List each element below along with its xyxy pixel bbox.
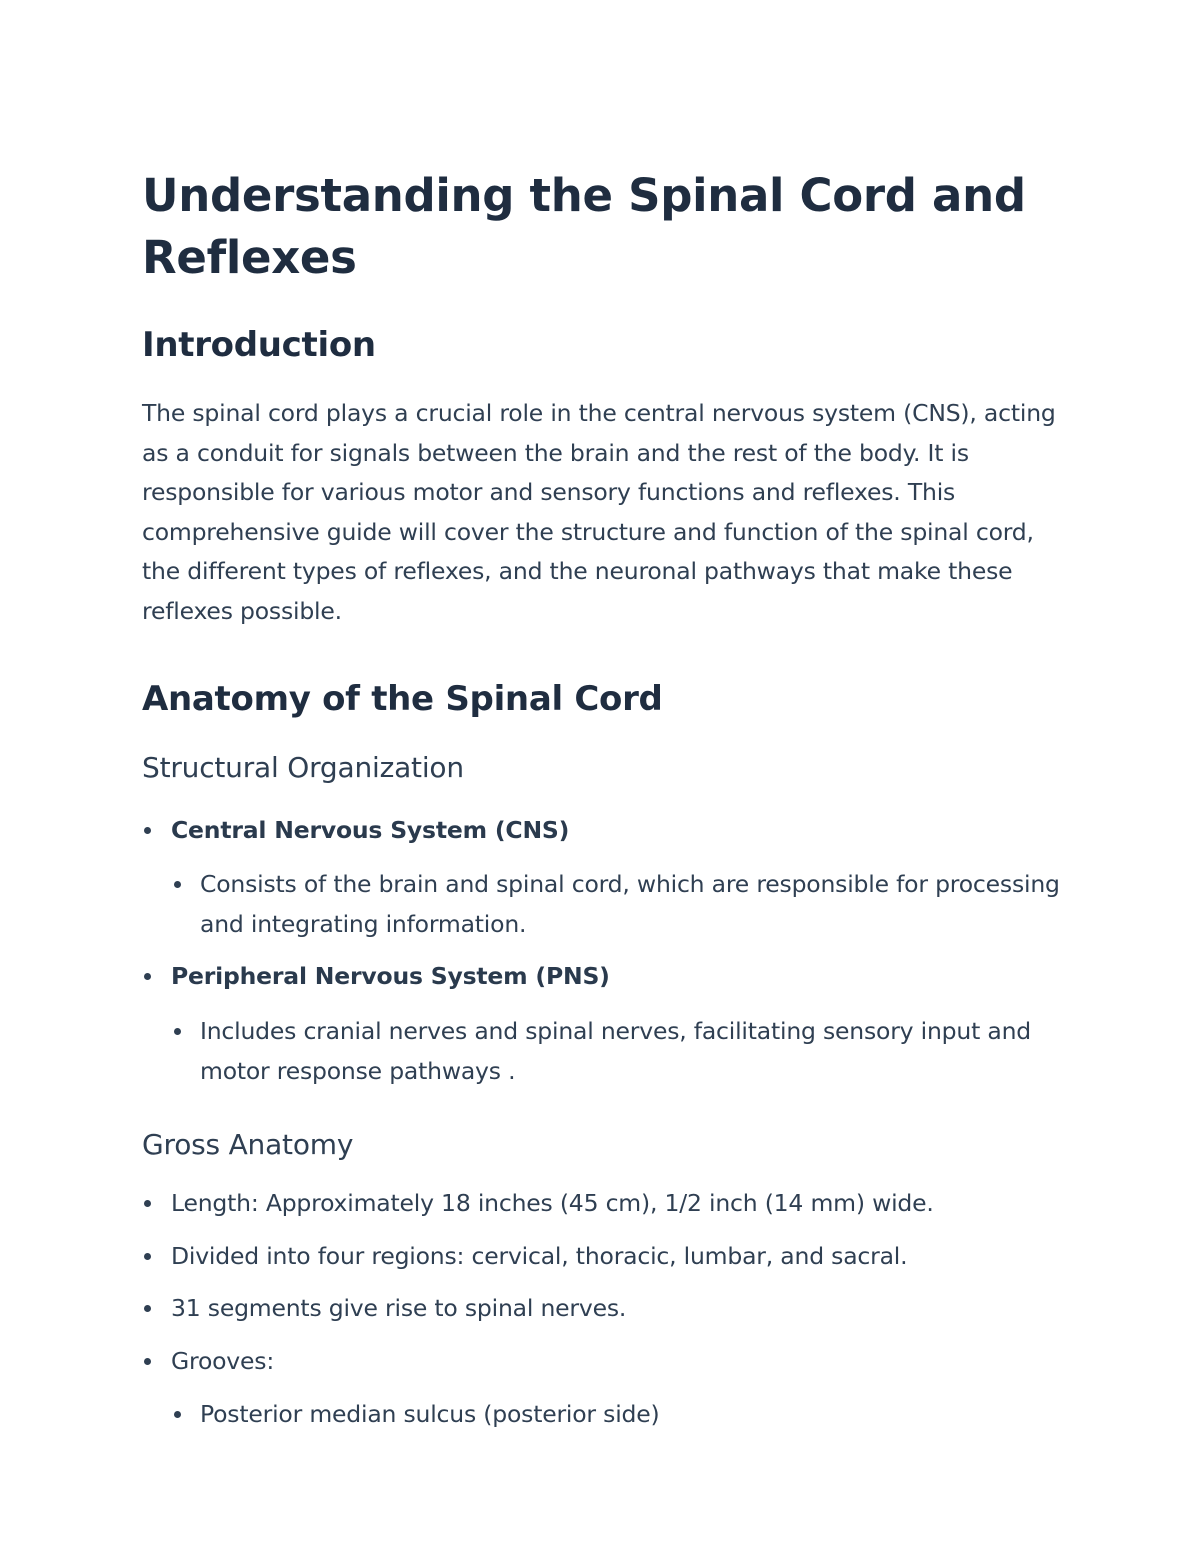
list-item-pns bbox=[142, 957, 1062, 997]
list-item-label: Peripheral Nervous System (PNS) bbox=[171, 962, 610, 991]
list-item-segments bbox=[142, 1289, 1062, 1329]
list-item-length bbox=[142, 1184, 1062, 1224]
list-item-text: Grooves: bbox=[171, 1346, 275, 1375]
bullet-icon bbox=[144, 1253, 151, 1260]
list-item-text: Includes cranial nerves and spinal nerves, facilitating sensory input and motor response pathways . bbox=[200, 1016, 1031, 1085]
document-title: Understanding the Spinal Cord and Reflexes bbox=[142, 169, 1026, 284]
document-page bbox=[142, 165, 1062, 1434]
heading-anatomy: Anatomy of the Spinal Cord bbox=[142, 678, 663, 719]
bullet-icon bbox=[144, 1305, 151, 1312]
list-item-cns-detail bbox=[142, 865, 1062, 944]
list-item-posterior-sulcus bbox=[142, 1395, 1062, 1435]
bullet-icon bbox=[144, 1200, 151, 1207]
list-item-grooves bbox=[142, 1342, 1062, 1382]
introduction-paragraph: The spinal cord plays a crucial role in the central nervous system (CNS), acting as a conduit for signals between the brain and the rest of the body. It is responsible for various motor and sensory functions and reflexes. This comprehensive guide will cover the structure and function of the spinal cord, the different types of reflexes, and the neuronal pathways that make these reflexes possible. bbox=[142, 399, 1056, 625]
list-item-cns bbox=[142, 811, 1062, 851]
bullet-icon bbox=[144, 1358, 151, 1365]
list-item-text: Consists of the brain and spinal cord, which are responsible for processing and integrating information. bbox=[200, 870, 1060, 938]
heading-introduction: Introduction bbox=[142, 325, 376, 365]
bullet-icon bbox=[144, 827, 151, 834]
heading-gross-anatomy: Gross Anatomy bbox=[142, 1128, 354, 1162]
structural-list bbox=[142, 811, 1062, 1092]
list-item-text: Divided into four regions: cervical, thoracic, lumbar, and sacral. bbox=[171, 1241, 908, 1270]
bullet-icon bbox=[174, 1028, 181, 1035]
list-item-label: Central Nervous System (CNS) bbox=[171, 815, 570, 844]
list-item-text: Length: Approximately 18 inches (45 cm), 1/2 inch (14 mm) wide. bbox=[171, 1189, 934, 1218]
gross-anatomy-list bbox=[142, 1184, 1062, 1434]
heading-structural-organization: Structural Organization bbox=[142, 750, 464, 784]
bullet-icon bbox=[174, 881, 181, 888]
list-item-text: Posterior median sulcus (posterior side) bbox=[200, 1399, 660, 1428]
bullet-icon bbox=[174, 1411, 181, 1418]
bullet-icon bbox=[144, 973, 151, 980]
list-item-text: 31 segments give rise to spinal nerves. bbox=[171, 1294, 627, 1323]
list-item-pns-detail bbox=[142, 1012, 1062, 1091]
list-item-regions bbox=[142, 1237, 1062, 1277]
